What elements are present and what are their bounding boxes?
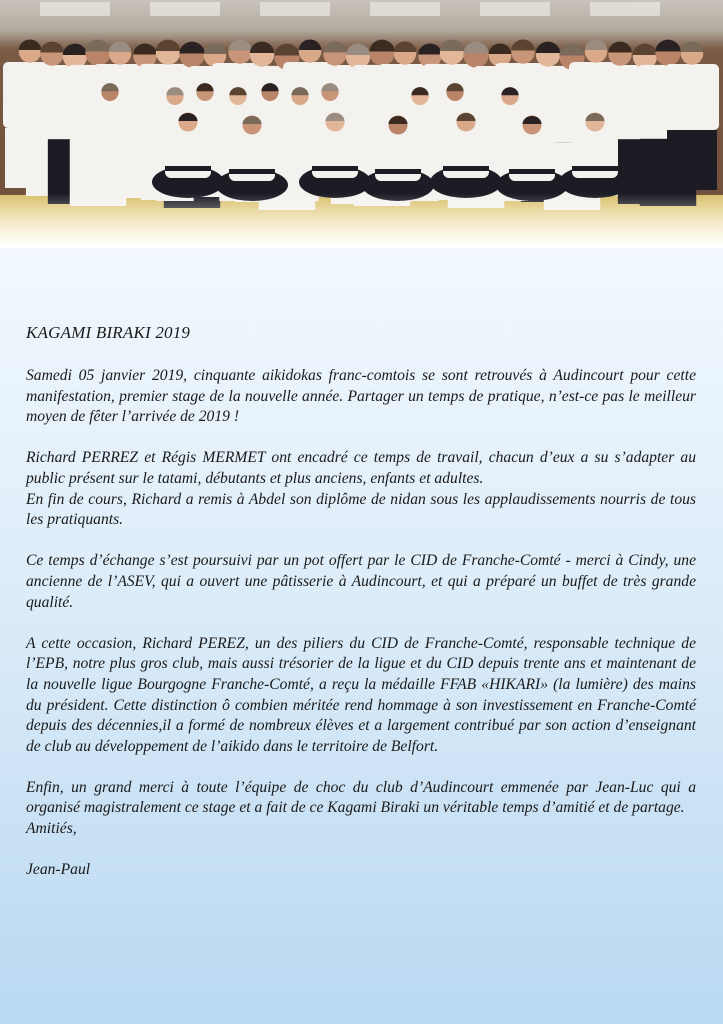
paragraph-instructors: Richard PERREZ et Régis MERMET ont encadré ce temps de travail, chacun d’eux a su s’adapter au public présent sur le tatami, débutants et plus anciens, enfants et adultes. xyxy=(26,449,696,487)
group-photo xyxy=(0,0,723,248)
article-title: KAGAMI BIRAKI 2019 xyxy=(26,323,191,342)
paragraph-nidan: En fin de cours, Richard a remis à Abdel son diplôme de nidan sous les applaudissements nourris de tous les pratiquants. xyxy=(26,490,696,529)
paragraph-intro: Samedi 05 janvier 2019, cinquante aikidokas franc-comtois se sont retrouvés à Audincourt pour cette manifestation, premier stage de la nouvelle année. Partager un temps de pratique, n’est-ce pas le meilleur moyen de fêter l’arrivée de 2019 ! xyxy=(26,367,696,426)
paragraph-greeting: Amitiés, xyxy=(26,820,77,838)
paragraph-thanks: Enfin, un grand merci à toute l’équipe de choc du club d’Audincourt emmenée par Jean-Luc qui a organisé magistralement ce stage et a fait de ce Kagami Biraki un véritable temps d’amitié et de partage. xyxy=(26,778,696,817)
article xyxy=(26,322,696,901)
paragraph-hikari-medal: A cette occasion, Richard PEREZ, un des piliers du CID de Franche-Comté, responsable technique de l’EPB, notre plus gros club, mais aussi trésorier de la ligue et du CID depuis trente ans et maintenant de la nouvelle ligue Bourgogne Franche-Comté, a reçu la médaille FFAB «HIKARI» (la lumière) des mains du président. Cette distinction ô combien méritée rend hommage à son investissement en Franche-Comté depuis des décennies,il a formé de nombreux élèves et a largement contribué par son action d’enseignant de club au développement de l’aikido dans le territoire de Belfort. xyxy=(26,634,696,755)
group-photo-illustration xyxy=(0,0,723,248)
paragraph-reception: Ce temps d’échange s’est poursuivi par un pot offert par le CID de Franche-Comté - merci à Cindy, une ancienne de l’ASEV, qui a ouvert une pâtisserie à Audincourt, et qui a préparé un buffet de très grande qualité. xyxy=(26,552,696,611)
signature: Jean-Paul xyxy=(26,861,91,879)
